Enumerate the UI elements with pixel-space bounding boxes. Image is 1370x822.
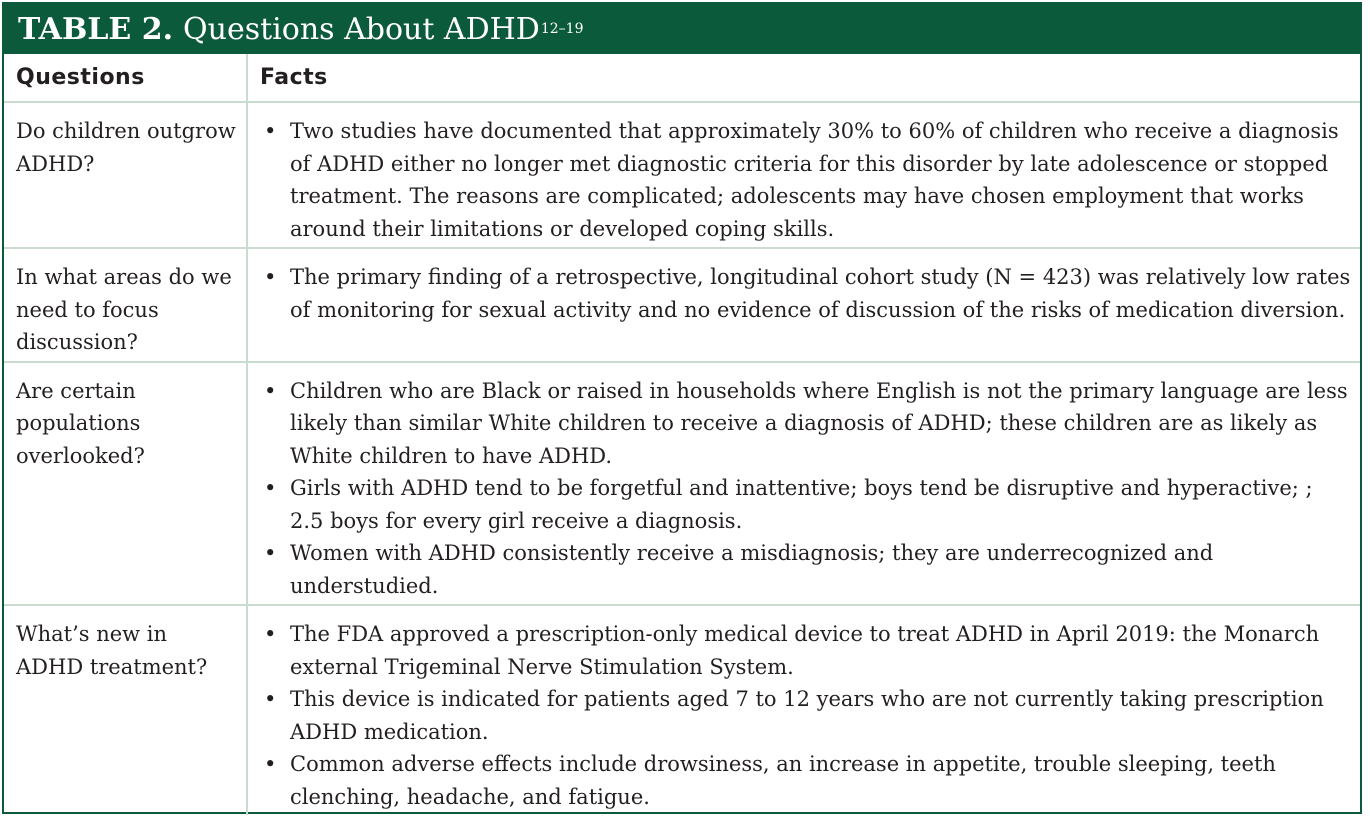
fact-item <box>260 618 1352 683</box>
question-cell: Do children outgrow ADHD? <box>4 102 247 248</box>
question-cell: What’s new in ADHD treatment? <box>4 605 247 815</box>
table-row <box>4 362 1360 606</box>
column-header-facts: Facts <box>247 54 1360 102</box>
fact-text: Children who are Black or raised in households where English is not the primary language are less likely than similar White children to receive a diagnosis of ADHD; these children are as likely as White children to have ADHD. <box>290 378 1348 468</box>
fact-text: The primary finding of a retrospective, longitudinal cohort study (N = 423) was relatively low rates of monitoring for sexual activity and no evidence of discussion of the risks of medication diversion. <box>290 265 1351 322</box>
fact-text: The FDA approved a prescription-only medical device to treat ADHD in April 2019: the Monarch external Trigeminal Nerve Stimulation System. <box>290 622 1320 679</box>
fact-item <box>260 748 1352 813</box>
facts-list <box>260 261 1352 326</box>
table-row <box>4 605 1360 815</box>
table-row <box>4 248 1360 362</box>
facts-cell <box>247 102 1360 248</box>
table-title <box>4 4 1360 54</box>
facts-cell <box>247 362 1360 606</box>
fact-item <box>260 115 1352 245</box>
table-body <box>4 54 1360 815</box>
reference-superscript: 12–19 <box>540 21 584 37</box>
bullet-icon: • <box>264 265 277 289</box>
bullet-icon: • <box>264 476 277 500</box>
facts-cell <box>247 605 1360 815</box>
table-title-text: Questions About ADHD <box>183 11 540 47</box>
bullet-icon: • <box>264 752 277 776</box>
question-cell: In what areas do we need to focus discussion? <box>4 248 247 362</box>
facts-list <box>260 375 1352 603</box>
adhd-questions-table <box>2 2 1362 814</box>
fact-text: Girls with ADHD tend to be forgetful and inattentive; boys tend be disruptive and hyperactive; ; 2.5 boys for every girl receive a diagnosis. <box>290 476 1313 533</box>
fact-item <box>260 261 1352 326</box>
fact-text: Women with ADHD consistently receive a misdiagnosis; they are underrecognized and understudied. <box>290 541 1214 598</box>
fact-item <box>260 537 1352 602</box>
bullet-icon: • <box>264 687 277 711</box>
facts-list <box>260 618 1352 813</box>
table-number: TABLE 2. <box>18 11 174 47</box>
bullet-icon: • <box>264 622 277 646</box>
question-cell: Are certain populations overlooked? <box>4 362 247 606</box>
header-row <box>4 54 1360 102</box>
fact-text: Common adverse effects include drowsiness, an increase in appetite, trouble sleeping, teeth clenching, headache, and fatigue. <box>290 752 1276 809</box>
fact-item <box>260 683 1352 748</box>
bullet-icon: • <box>264 119 277 143</box>
table-row <box>4 102 1360 248</box>
fact-item <box>260 472 1352 537</box>
fact-text: Two studies have documented that approximately 30% to 60% of children who receive a diagnosis of ADHD either no longer met diagnostic criteria for this disorder by late adolescence or stopped treatment. The reasons are complicated; adolescents may have chosen employment that works around their limitations or developed coping skills. <box>290 119 1339 241</box>
facts-list <box>260 115 1352 245</box>
bullet-icon: • <box>264 378 277 403</box>
column-header-questions: Questions <box>4 54 247 102</box>
fact-text: This device is indicated for patients aged 7 to 12 years who are not currently taking prescription ADHD medication. <box>290 687 1324 744</box>
facts-cell <box>247 248 1360 362</box>
bullet-icon: • <box>264 541 277 565</box>
fact-item <box>260 375 1352 473</box>
